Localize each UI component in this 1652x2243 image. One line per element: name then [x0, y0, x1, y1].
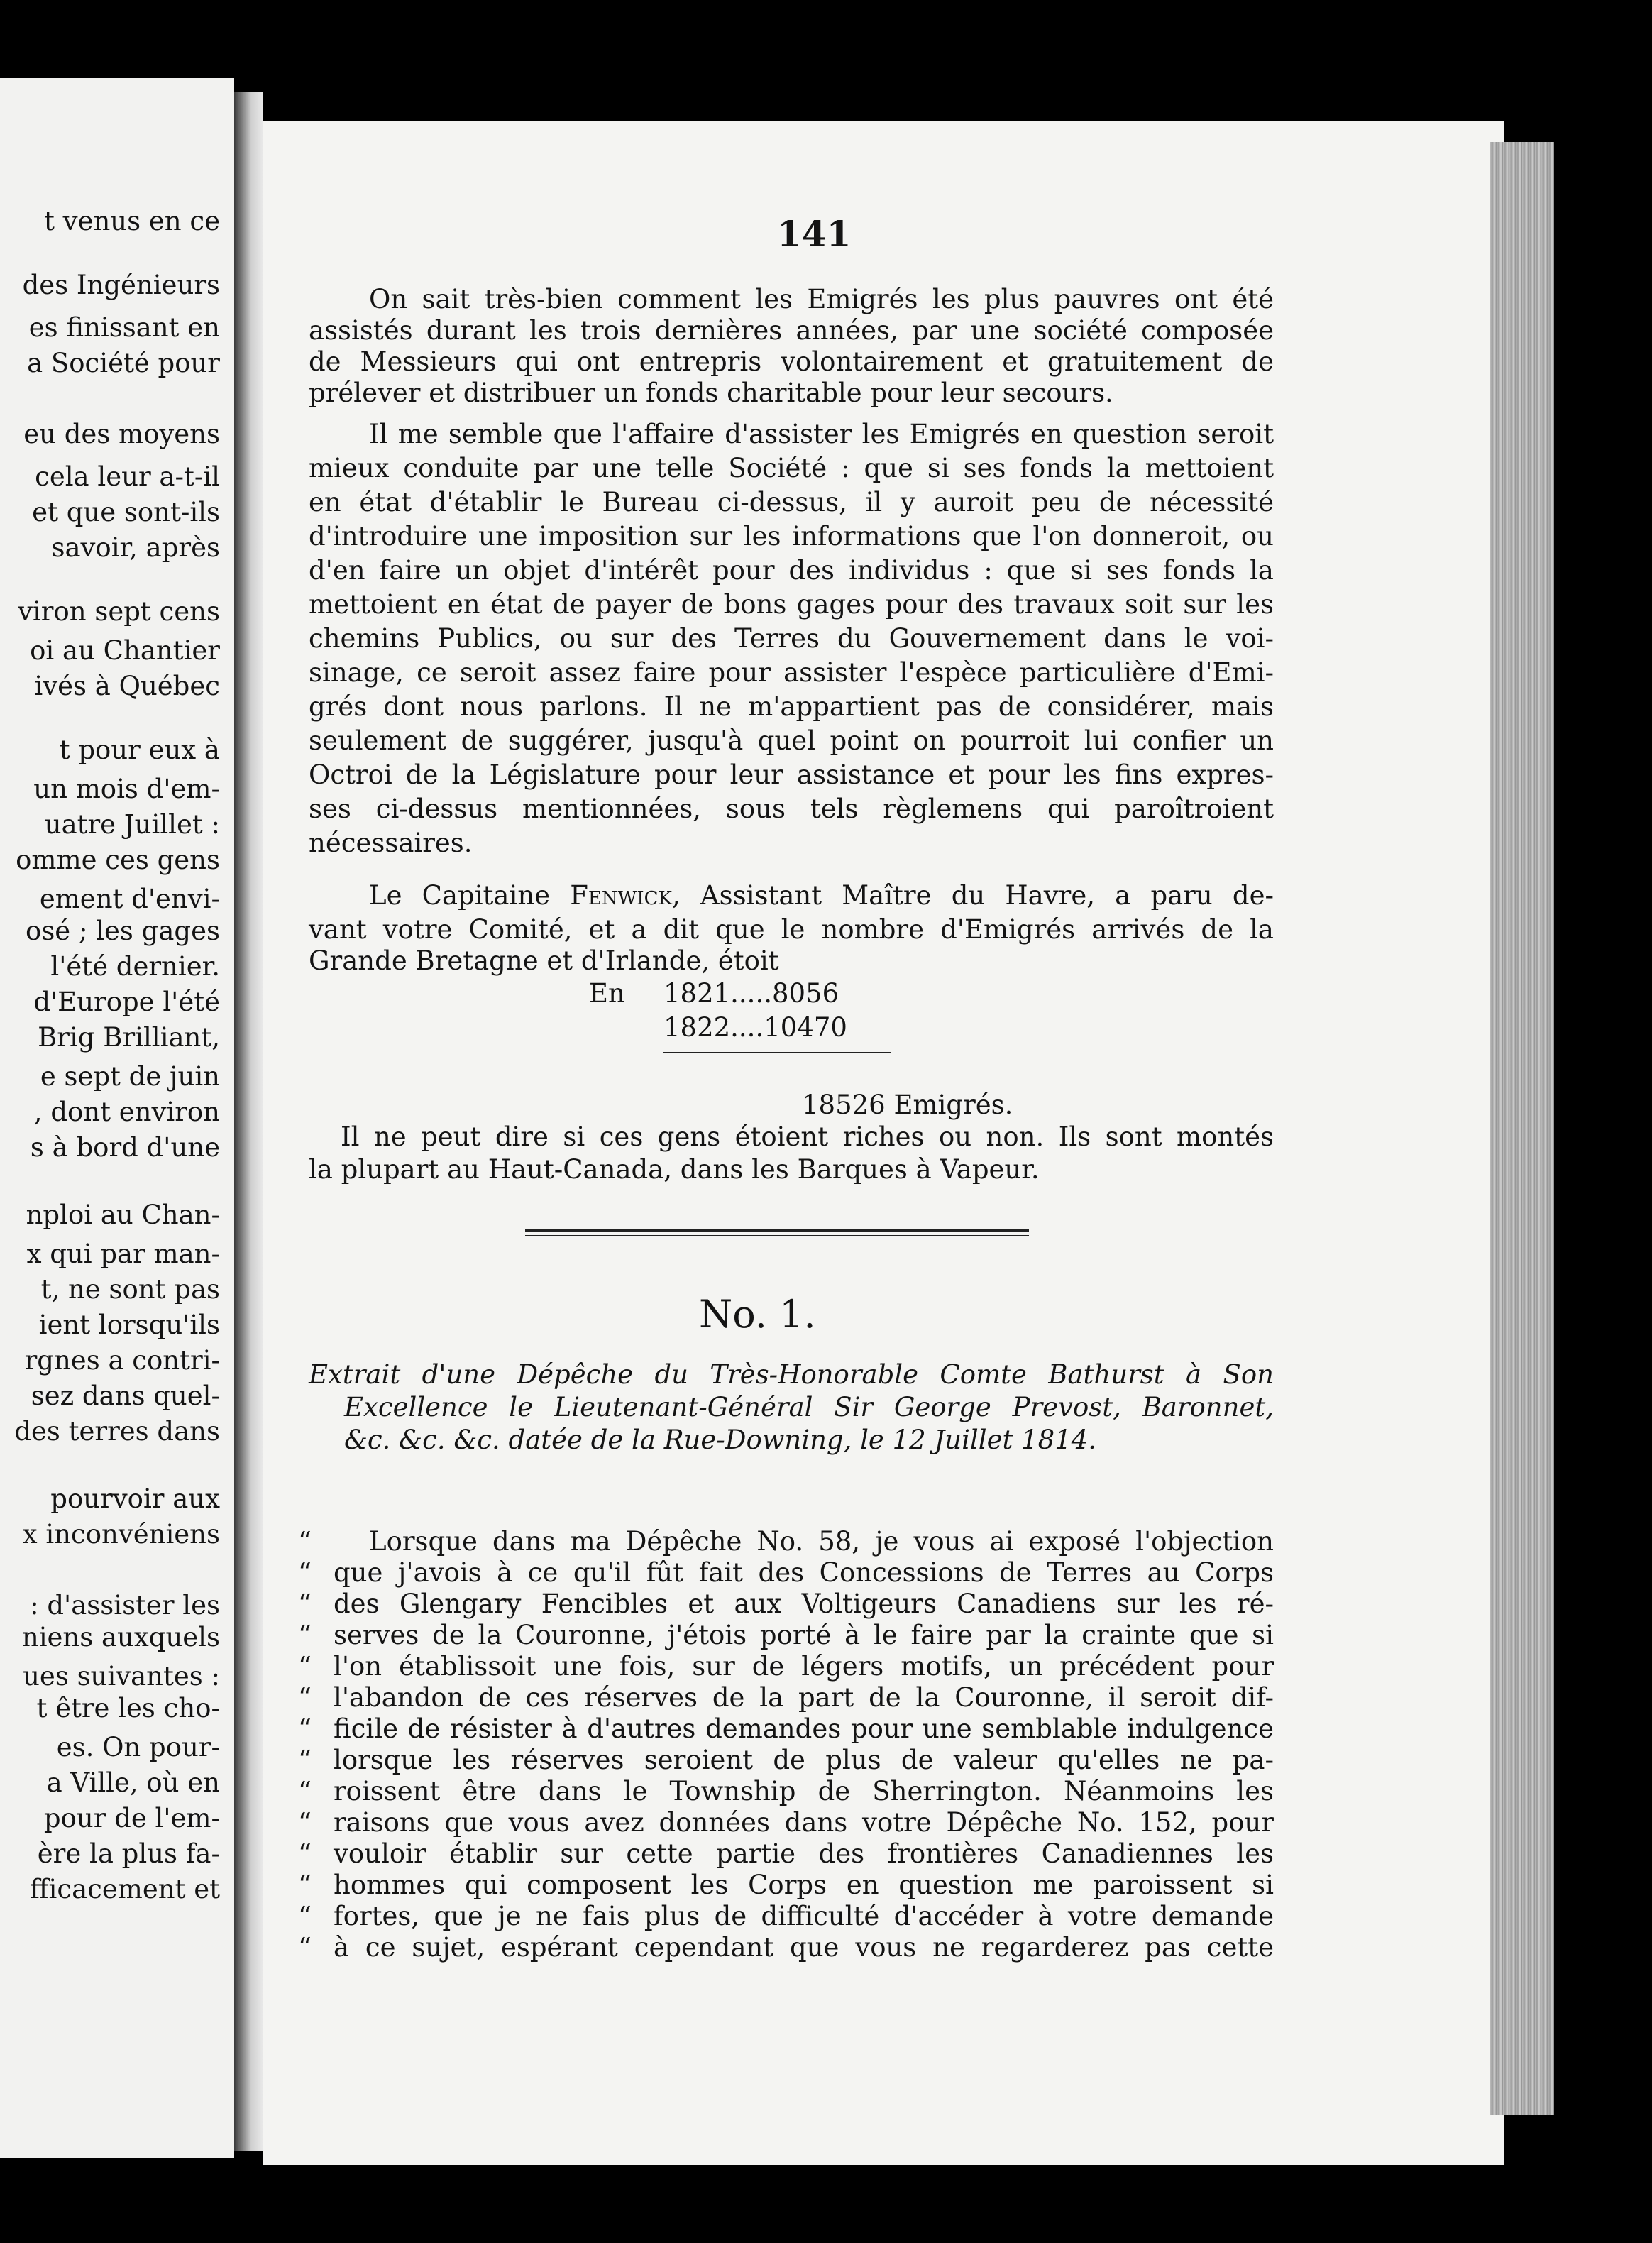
left-page-line: t pour eux à [59, 735, 220, 765]
left-page-line: s à bord d'une [30, 1132, 220, 1163]
paragraph-line: chemins Publics, ou sur des Terres du Gouvernement dans le voi- [309, 623, 1274, 654]
left-page-line: ues suivantes : [23, 1661, 220, 1691]
paragraph-line: mieux conduite par une telle Société : que si ses fonds la mettoient [309, 453, 1274, 483]
quote-line: raisons que vous avez données dans votre Dépêche No. 152, pour [334, 1807, 1274, 1838]
left-page-line: des Ingénieurs [22, 270, 220, 300]
table-en-label: En [589, 978, 625, 1009]
quotation-mark: “ [298, 1807, 312, 1838]
table-row: 1821.....8056 [663, 978, 839, 1009]
paragraph-line: grés dont nous parlons. Il ne m'appartient pas de considérer, mais [309, 691, 1274, 722]
quote-line: Lorsque dans ma Dépêche No. 58, je vous ai exposé l'objection [369, 1526, 1274, 1557]
quotation-mark: “ [298, 1870, 312, 1900]
left-page-line: omme ces gens [16, 845, 220, 875]
left-page-line: oi au Chantier [30, 635, 220, 666]
quote-line: que j'avois à ce qu'il fût fait des Concessions de Terres au Corps [334, 1557, 1274, 1588]
paragraph-line: de Messieurs qui ont entrepris volontairement et gratuitement de [309, 346, 1274, 377]
left-page-line: uatre Juillet : [44, 809, 220, 840]
left-page-line: es finissant en [28, 312, 220, 343]
quotation-mark: “ [298, 1901, 312, 1931]
page-number: 141 [777, 213, 852, 255]
left-page-line: savoir, après [51, 532, 220, 563]
left-page-line: niens auxquels [21, 1622, 220, 1652]
left-page-line: nploi au Chan- [26, 1200, 220, 1230]
quotation-mark: “ [298, 1589, 312, 1619]
paragraph-line: mettoient en état de payer de bons gages pour des travaux soit sur les [309, 589, 1274, 620]
paragraph-line: seulement de suggérer, jusqu'à quel point on pourroit lui confier un [309, 725, 1274, 756]
paragraph-line: vant votre Comité, et a dit que le nombre d'Emigrés arrivés de la [309, 914, 1274, 945]
table-row: 1822....10470 [663, 1012, 847, 1043]
quotation-mark: “ [298, 1745, 312, 1775]
quotation-mark: “ [298, 1682, 312, 1713]
left-page-line: pourvoir aux [50, 1484, 220, 1514]
left-page-line: e sept de juin [40, 1061, 220, 1092]
paragraph-line: Grande Bretagne et d'Irlande, étoit [309, 945, 779, 976]
quotation-mark: “ [298, 1713, 312, 1744]
quote-line: roissent être dans le Township de Sherrington. Néanmoins les [334, 1776, 1274, 1806]
quote-line: ficile de résister à d'autres demandes pour une semblable indulgence [334, 1713, 1274, 1744]
left-page-line: fficacement et [30, 1874, 220, 1904]
quotation-mark: “ [298, 1557, 312, 1588]
left-page-line: es. On pour- [56, 1732, 220, 1762]
paragraph-line: sinage, ce seroit assez faire pour assister l'espèce particulière d'Emi- [309, 657, 1274, 688]
left-page-line: x inconvéniens [22, 1519, 220, 1550]
quotation-mark: “ [298, 1932, 312, 1963]
left-page-line: t, ne sont pas [40, 1274, 220, 1305]
paragraph-line: la plupart au Haut-Canada, dans les Barques à Vapeur. [309, 1154, 1040, 1185]
left-page-line: , dont environ [33, 1097, 220, 1127]
left-page-line: : d'assister les [30, 1590, 220, 1620]
quotation-mark: “ [298, 1526, 312, 1557]
paragraph-line: On sait très-bien comment les Emigrés les plus pauvres ont été [369, 284, 1274, 314]
paragraph-line: Il ne peut dire si ces gens étoient riches ou non. Ils sont montés [341, 1122, 1274, 1152]
left-page-line: rgnes a contri- [24, 1345, 220, 1376]
paragraph-3-first-line: Le Capitaine Fenwick, Assistant Maître du Havre, a paru de- [369, 880, 1274, 911]
quote-line: des Glengary Fencibles et aux Voltigeurs Canadiens sur les ré- [334, 1589, 1274, 1619]
section-divider-lower [525, 1235, 1029, 1236]
extract-heading-line: &c. &c. &c. datée de la Rue-Downing, le 12 Juillet 1814. [344, 1425, 1097, 1455]
left-page-line: eu des moyens [23, 419, 220, 449]
extract-heading-line: Extrait d'une Dépêche du Très-Honorable Comte Bathurst à Son [309, 1359, 1274, 1390]
paragraph-line: prélever et distribuer un fonds charitable pour leur secours. [309, 378, 1113, 408]
quote-line: hommes qui composent les Corps en question me paroissent si [334, 1870, 1274, 1900]
paragraph-line: d'introduire une imposition sur les informations que l'on donneroit, ou [309, 521, 1274, 552]
left-page-line: et que sont-ils [32, 497, 220, 527]
left-page-line: t venus en ce [44, 206, 220, 236]
left-page-line: sez dans quel- [31, 1381, 220, 1411]
quote-line: l'on établissoit une fois, sur de légers motifs, un précédent pour [334, 1651, 1274, 1682]
left-page-line: des terres dans [14, 1416, 220, 1447]
left-page-line: a Société pour [27, 348, 220, 378]
quote-line: serves de la Couronne, j'étois porté à le faire par la crainte que si [334, 1620, 1274, 1650]
book-gutter [234, 92, 263, 2151]
quote-line: lorsque les réserves seroient de plus de valeur qu'elles ne pa- [334, 1745, 1274, 1775]
left-page-line: a Ville, où en [46, 1767, 220, 1798]
paragraph-line: en état d'établir le Bureau ci-dessus, il y auroit peu de nécessité [309, 487, 1274, 517]
paragraph-line: nécessaires. [309, 828, 473, 858]
left-page [0, 78, 234, 2158]
extract-heading-line: Excellence le Lieutenant-Général Sir George Prevost, Baronnet, [344, 1392, 1274, 1422]
left-page-line: ement d'envi- [39, 884, 220, 914]
left-page-line: x qui par man- [26, 1239, 220, 1269]
left-page-line: Brig Brilliant, [38, 1022, 220, 1053]
left-page-line: viron sept cens [18, 596, 220, 627]
section-title: No. 1. [699, 1292, 816, 1337]
paragraph-line: Il me semble que l'affaire d'assister les Emigrés en question seroit [369, 419, 1274, 449]
paragraph-line: ses ci-dessus mentionnées, sous tels règlemens qui paroîtroient [309, 794, 1274, 824]
quotation-mark: “ [298, 1838, 312, 1869]
left-page-line: osé ; les gages [26, 916, 220, 946]
left-page-line: un mois d'em- [33, 774, 220, 804]
paragraph-line: Octroi de la Législature pour leur assistance et pour les fins expres- [309, 759, 1274, 790]
left-page-line: ient lorsqu'ils [38, 1310, 220, 1340]
quotation-mark: “ [298, 1620, 312, 1650]
left-page-line: ère la plus fa- [37, 1838, 220, 1869]
table-total: 18526 Emigrés. [802, 1090, 1013, 1120]
page-edge [1490, 142, 1554, 2115]
table-rule [663, 1052, 891, 1053]
quotation-mark: “ [298, 1651, 312, 1682]
quote-line: vouloir établir sur cette partie des frontières Canadiennes les [334, 1838, 1274, 1869]
left-page-line: t être les cho- [36, 1693, 220, 1723]
section-divider [525, 1229, 1029, 1232]
left-page-line: cela leur a-t-il [35, 461, 220, 492]
quotation-mark: “ [298, 1776, 312, 1806]
left-page-line: ivés à Québec [34, 671, 220, 701]
quote-line: à ce sujet, espérant cependant que vous ne regarderez pas cette [334, 1932, 1274, 1963]
left-page-line: pour de l'em- [43, 1803, 220, 1833]
paragraph-line: d'en faire un objet d'intérêt pour des individus : que si ses fonds la [309, 555, 1274, 586]
quote-line: l'abandon de ces réserves de la part de la Couronne, il seroit dif- [334, 1682, 1274, 1713]
paragraph-line: assistés durant les trois dernières années, par une société composée [309, 315, 1274, 346]
left-page-line: l'été dernier. [50, 951, 220, 982]
quote-line: fortes, que je ne fais plus de difficulté d'accéder à votre demande [334, 1901, 1274, 1931]
left-page-line: d'Europe l'été [33, 987, 220, 1017]
